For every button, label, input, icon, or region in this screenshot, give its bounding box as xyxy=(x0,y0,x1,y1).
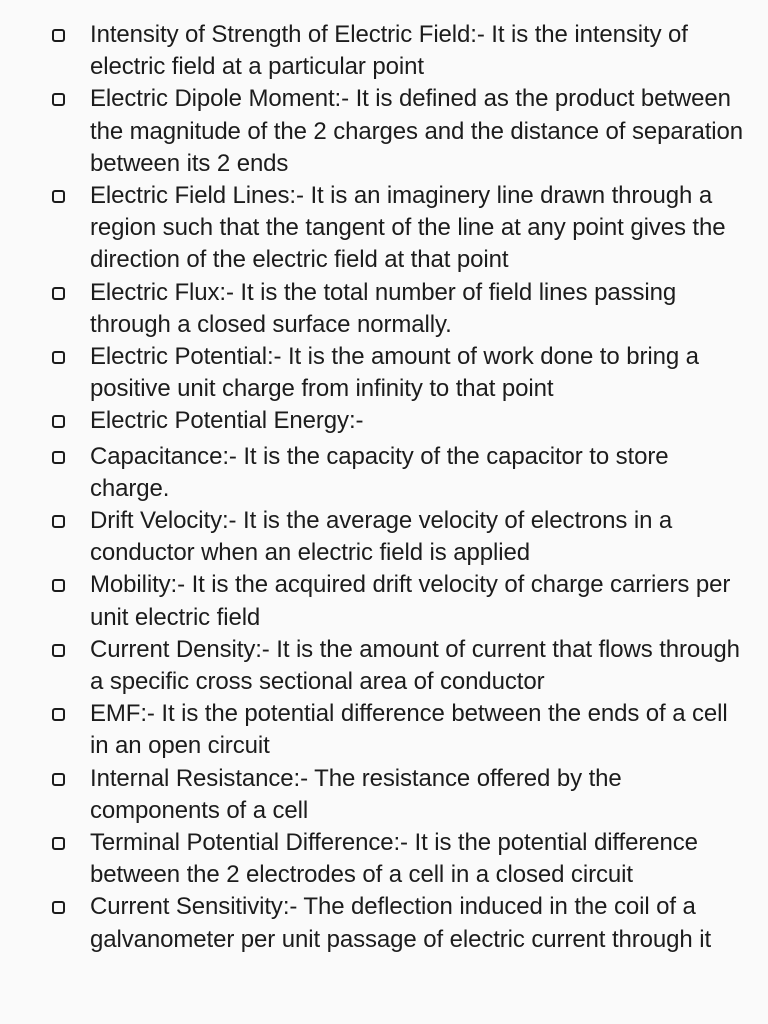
checklist-item xyxy=(0,341,768,405)
item-text: Electric Dipole Moment:- It is defined as the product between the magnitude of the 2 charges and the distance of separation between its 2 ends xyxy=(90,85,744,177)
item-text: Current Density:- It is the amount of current that flows through a specific cross sectional area of conductor xyxy=(90,635,740,696)
checkbox[interactable] xyxy=(52,190,65,203)
item-text: Electric Potential:- It is the amount of work done to bring a positive unit charge from infinity to that point xyxy=(90,343,699,403)
item-text: Current Sensitivity:- The deflection induced in the coil of a galvanometer per unit passage of electric current through it xyxy=(90,893,712,953)
checklist-item xyxy=(0,698,768,762)
checklist-item xyxy=(0,505,768,569)
checkbox[interactable] xyxy=(52,837,65,850)
checkbox[interactable] xyxy=(52,773,65,786)
checklist-item xyxy=(0,405,768,437)
item-text: Drift Velocity:- It is the average velocity of electrons in a conductor when an electric field is applied xyxy=(90,507,673,567)
checklist-item xyxy=(0,441,768,505)
item-text: Intensity of Strength of Electric Field:- It is the intensity of electric field at a particular point xyxy=(90,21,688,81)
item-text: Electric Field Lines:- It is an imaginery line drawn through a region such that the tangent of the line at any point gives the direction of the electric field at that point xyxy=(90,182,726,274)
checklist-item xyxy=(0,569,768,633)
checkbox[interactable] xyxy=(52,451,65,464)
checkbox[interactable] xyxy=(52,579,65,592)
item-text: Terminal Potential Difference:- It is the potential difference between the 2 electrodes of a cell in a closed circuit xyxy=(90,829,698,889)
checklist-item xyxy=(0,83,768,180)
checkbox[interactable] xyxy=(52,901,65,914)
checklist-item xyxy=(0,19,768,83)
checkbox[interactable] xyxy=(52,93,65,106)
checklist-item xyxy=(0,180,768,277)
checkbox[interactable] xyxy=(52,351,65,364)
checkbox[interactable] xyxy=(52,29,65,42)
item-text: Electric Flux:- It is the total number of field lines passing through a closed surface normally. xyxy=(90,278,677,338)
checklist-item xyxy=(0,277,768,341)
checklist-item xyxy=(0,634,768,698)
item-text: Internal Resistance:- The resistance offered by the components of a cell xyxy=(90,764,622,824)
item-text: EMF:- It is the potential difference between the ends of a cell in an open circuit xyxy=(90,700,728,760)
item-text: Capacitance:- It is the capacity of the capacitor to store charge. xyxy=(90,442,669,502)
checkbox[interactable] xyxy=(52,415,65,428)
checkbox[interactable] xyxy=(52,708,65,721)
item-text: Mobility:- It is the acquired drift velocity of charge carriers per unit electric field xyxy=(90,571,731,631)
checkbox[interactable] xyxy=(52,515,65,528)
checklist-item xyxy=(0,891,768,955)
checkbox[interactable] xyxy=(52,644,65,657)
checklist-item xyxy=(0,827,768,891)
checkbox[interactable] xyxy=(52,287,65,300)
checklist-item xyxy=(0,763,768,827)
item-text: Electric Potential Energy:- xyxy=(90,407,364,435)
